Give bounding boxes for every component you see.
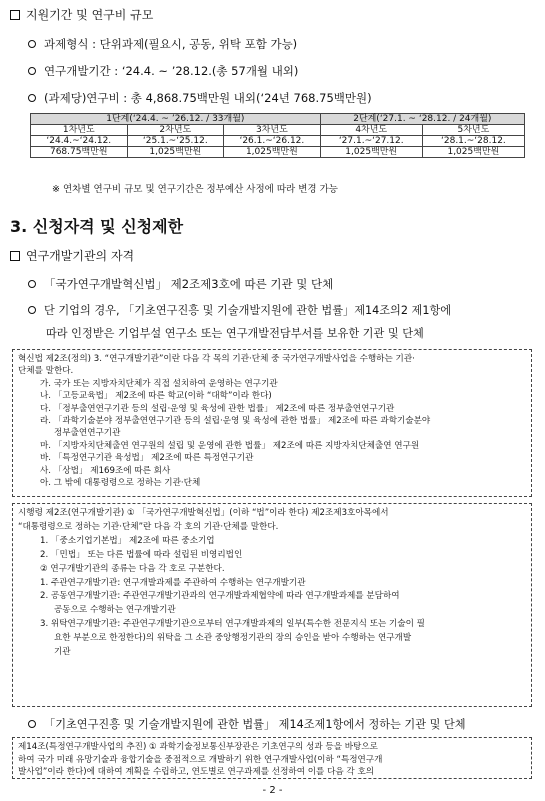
- section-heading-budget: 지원기간 및 연구비 규모: [10, 6, 153, 23]
- table-row: [31, 125, 525, 136]
- box-line: 하여 국가 미래 유망기술과 융합기술을 중점적으로 개발하기 위한 연구개발사업(이하 “특정연구개: [18, 754, 383, 765]
- box-line: “대통령령으로 정하는 기관·단체”란 다음 각 호의 기관·단체를 말한다.: [18, 521, 279, 532]
- phase1-cell: 1단계(‘24.4. ~ ’26.12. / 33개월): [31, 114, 321, 125]
- box-line: 가. 국가 또는 지방자치단체가 직접 설치하여 운영하는 연구기관: [40, 378, 278, 389]
- bullet-item-budget: (과제당)연구비 : 총 4,868.75백만원 내외(‘24년 768.75백만원): [28, 90, 372, 106]
- square-bullet-icon: [10, 251, 20, 261]
- budget-table: [30, 113, 525, 158]
- page-number: - 2 -: [262, 785, 283, 796]
- table-row: [31, 147, 525, 158]
- table-cell: 2차년도: [127, 125, 224, 136]
- box-line: 시행령 제2조(연구개발기관) ① 「국가연구개발혁신법」(이하 “법”이라 한다) 제2조제3호아목에서: [18, 508, 389, 518]
- table-row: [31, 136, 525, 147]
- box-line: 아. 그 밖에 대통령령으로 정하는 기관·단체: [40, 478, 201, 489]
- bullet-item-enterprise-cont: 따라 인정받은 기업부설 연구소 또는 연구개발전담부서를 보유한 기관 및 단체: [46, 327, 424, 340]
- table-cell: ‘24.4.~‘24.12.: [31, 136, 128, 147]
- box-line: 다. 「정부출연연구기관 등의 설립·운영 및 육성에 관한 법률」 제2조에 따른 정부출연연구기관: [40, 403, 395, 414]
- box-line: 2. 공동연구개발기관: 주관연구개발기관과의 연구개발과제협약에 따라 연구개발과제를 분담하여: [40, 591, 400, 602]
- circle-bullet-icon: [28, 40, 36, 48]
- box-line: 나. 「고등교육법」 제2조에 따른 학교(이하 “대학”이라 한다): [40, 391, 272, 402]
- law-excerpt-box-enforcement-decree: [12, 503, 532, 707]
- table-cell: 1,025백만원: [224, 147, 321, 158]
- box-line: 요한 부분으로 한정한다)의 위탁을 그 소관 중앙행정기관의 장의 승인을 받아 수행하는 연구개발: [54, 633, 412, 644]
- table-cell: ‘28.1.~‘28.12.: [422, 136, 524, 147]
- phase2-cell: 2단계(‘27.1. ~ ‘28.12. / 24개월): [320, 114, 524, 125]
- bullet-item-innovation-act: 「국가연구개발혁신법」 제2조제3호에 따른 기관 및 단체: [28, 276, 333, 292]
- law-excerpt-box-innovation-act: [12, 349, 532, 497]
- table-cell: ‘26.1.~‘26.12.: [224, 136, 321, 147]
- circle-bullet-icon: [28, 720, 36, 728]
- box-line: 공동으로 수행하는 연구개발기관: [54, 605, 176, 616]
- circle-bullet-icon: [28, 67, 36, 75]
- table-cell: 1,025백만원: [320, 147, 422, 158]
- box-line: 발사업”이라 한다)에 대하여 계획을 수립하고, 연도별로 연구과제를 선정하여 이를 다음 각 호의: [18, 767, 375, 778]
- table-cell: 1,025백만원: [127, 147, 224, 158]
- bullet-item-basic-research-act: 「기초연구진흥 및 기술개발지원에 관한 법률」 제14조제1항에서 정하는 기관 및 단체: [28, 716, 466, 732]
- table-cell: 3차년도: [224, 125, 321, 136]
- bullet-item-period: 연구개발기간 : ‘24.4. ~ ’28.12.(총 57개월 내외): [28, 63, 298, 79]
- box-line: 제14조(특정연구개발사업의 추진) ① 과학기술정보통신부장관은 기초연구의 성과 등을 바탕으로: [18, 742, 378, 752]
- box-line: 혁신법 제2조(정의) 3. “연구개발기관”이란 다음 각 목의 기관·단체 중 국가연구개발사업을 수행하는 기관·: [18, 354, 415, 364]
- box-line: 정부출연연구기관: [54, 428, 121, 439]
- table-row: [31, 114, 525, 125]
- box-line: 1. 주관연구개발기관: 연구개발과제를 주관하여 수행하는 연구개발기관: [40, 577, 306, 588]
- circle-bullet-icon: [28, 280, 36, 288]
- bullet-item-enterprise: 단 기업의 경우, 「기초연구진흥 및 기술개발지원에 관한 법률」제14조의2 제1항에: [28, 302, 451, 318]
- table-cell: 1,025백만원: [422, 147, 524, 158]
- box-line: 사. 「상법」 제169조에 따른 회사: [40, 465, 171, 476]
- table-cell: 5차년도: [422, 125, 524, 136]
- box-line: 1. 「중소기업기본법」 제2조에 따른 중소기업: [40, 535, 215, 546]
- table-cell: 1차년도: [31, 125, 128, 136]
- law-excerpt-box-basic-research-act: [12, 737, 532, 779]
- table-cell: ‘25.1.~‘25.12.: [127, 136, 224, 147]
- table-cell: 768.75백만원: [31, 147, 128, 158]
- circle-bullet-icon: [28, 94, 36, 102]
- circle-bullet-icon: [28, 306, 36, 314]
- box-line: 단체를 말한다.: [18, 366, 74, 377]
- box-line: 마. 「지방자치단체출연 연구원의 설립 및 운영에 관한 법률」 제2조에 따른 지방자치단체출연 연구원: [40, 440, 420, 451]
- box-line: 3. 위탁연구개발기관: 주관연구개발기관으로부터 연구개발과제의 일부(특수한 전문지식 또는 기술이 필: [40, 619, 425, 630]
- table-cell: 4차년도: [320, 125, 422, 136]
- box-line: 라. 「과학기술분야 정부출연연구기관 등의 설립·운영 및 육성에 관한 법률」 제2조에 따른 과학기술분야: [40, 416, 431, 427]
- budget-note: ※ 연차별 연구비 규모 및 연구기간은 정부예산 사정에 따라 변경 가능: [52, 184, 338, 195]
- box-line: 기관: [54, 647, 71, 658]
- bullet-item-task-type: 과제형식 : 단위과제(필요시, 공동, 위탁 포함 가능): [28, 36, 297, 52]
- box-line: ② 연구개발기관의 종류는 다음 각 호로 구분한다.: [40, 563, 225, 574]
- section-title-eligibility: 3. 신청자격 및 신청제한: [10, 217, 184, 236]
- box-line: 2. 「민법」 또는 다른 법률에 따라 설립된 비영리법인: [40, 549, 243, 560]
- square-bullet-icon: [10, 10, 20, 20]
- box-line: 바. 「특정연구기관 육성법」 제2조에 따른 특정연구기관: [40, 453, 254, 464]
- table-cell: ‘27.1.~‘27.12.: [320, 136, 422, 147]
- section-heading-eligibility: 연구개발기관의 자격: [10, 247, 134, 264]
